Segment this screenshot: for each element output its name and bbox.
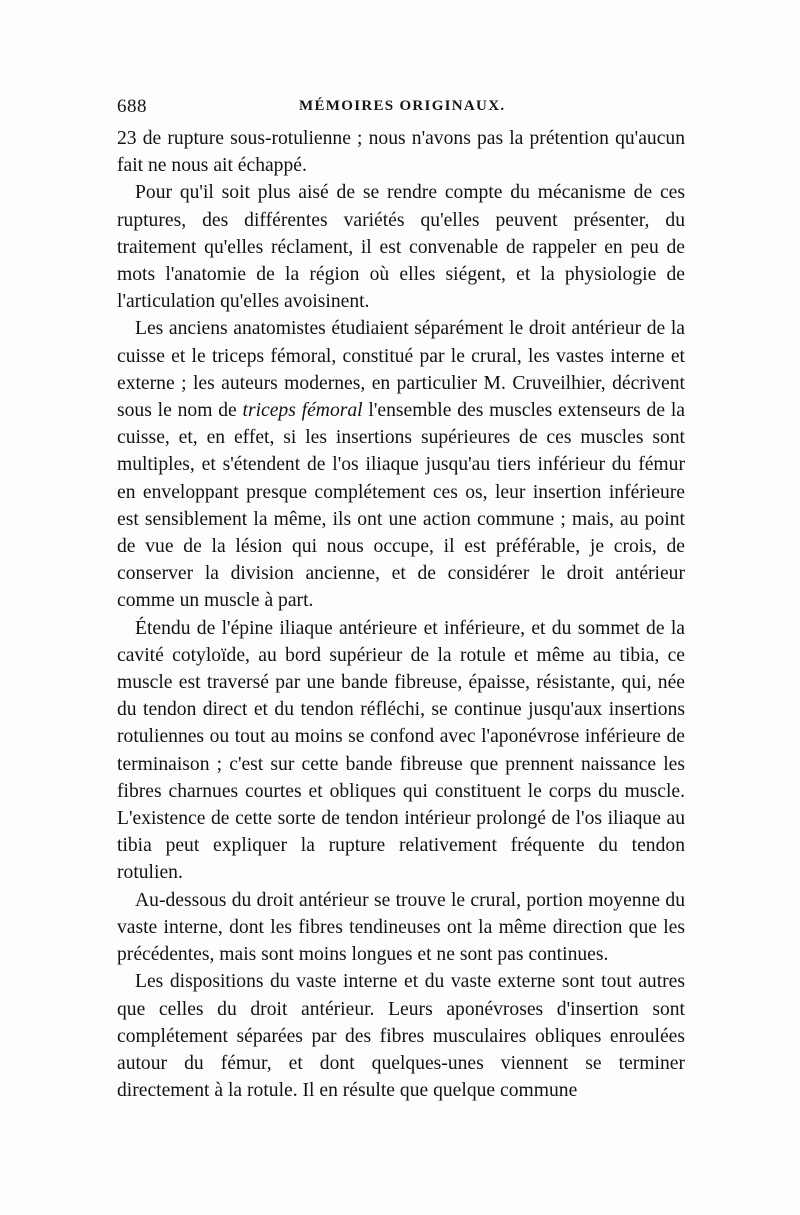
page-header [117,96,685,126]
paragraph-crural: Au-dessous du droit antérieur se trouve le crural, portion moyenne du vaste interne, dont les fibres tendineuses ont la même direction que les précédentes, mais sont moins longues et ne sont pas continues. [117,889,685,966]
paragraph-anatomists [117,315,685,614]
page-number: 688 [117,96,147,117]
paragraph-anatomists-after: l'ensemble des muscles extenseurs de la cuisse, et, en effet, si les insertions supérieures de ces muscles sont multiples, et s'étendent de l'os iliaque jusqu'au tiers inférieur du fémur en enveloppant presque complétement ces os, leur insertion inférieure est sensiblement la même, ils ont une action commune ; mais, au point de vue de la lésion qui nous occupe, il est préférable, je crois, de conserver la division ancienne, et de considérer le droit antérieur comme un muscle à part. [117,400,685,612]
paragraph-droit-anterieur: Étendu de l'épine iliaque antérieure et inférieure, et du sommet de la cavité cotyloïde, au bord supérieur de la rotule et même au tibia, ce muscle est traversé par une bande fibreuse, épaisse, résistante, qui, née du tendon direct et du tendon réfléchi, se continue jusqu'aux insertions rotuliennes ou tout au moins se confond avec l'aponévrose inférieure de terminaison ; c'est sur cette bande fibreuse que prennent naissance les fibres charnues courtes et obliques qui constituent le corps du muscle. L'existence de cette sorte de tendon intérieur prolongé de l'os iliaque au tibia peut expliquer la rupture relativement fréquente du tendon rotulien. [117,617,685,884]
running-title: MÉMOIRES ORIGINAUX. [299,98,506,114]
italic-term: triceps fémoral [242,400,363,422]
paragraph-anatomists-before: Les anciens anatomistes étudiaient séparément le droit antérieur de la cuisse et le triceps fémoral, constitué par le crural, les vastes interne et externe ; les auteurs modernes, en particulier M. Cruveilhier, décrivent sous le nom de [117,318,685,422]
paragraph-mechanism: Pour qu'il soit plus aisé de se rendre compte du mécanisme de ces ruptures, des différentes variétés qu'elles peuvent présenter, du traitement qu'elles réclament, il est convenable de rappeler en peu de mots l'anatomie de la région où elles siégent, et la physiologie de l'articulation qu'elles avoisinent. [117,182,685,313]
body-text [117,125,685,1104]
paragraph-continuation: 23 de rupture sous-rotulienne ; nous n'avons pas la prétention qu'aucun fait ne nous ait échappé. [117,128,685,177]
paragraph-vastes: Les dispositions du vaste interne et du vaste externe sont tout autres que celles du droit antérieur. Leurs aponévroses d'insertion sont complétement séparées par des fibres musculaires obliques enroulées autour du fémur, et dont quelques-unes viennent se terminer directement à la rotule. Il en résulte que quelque commune [117,971,685,1102]
